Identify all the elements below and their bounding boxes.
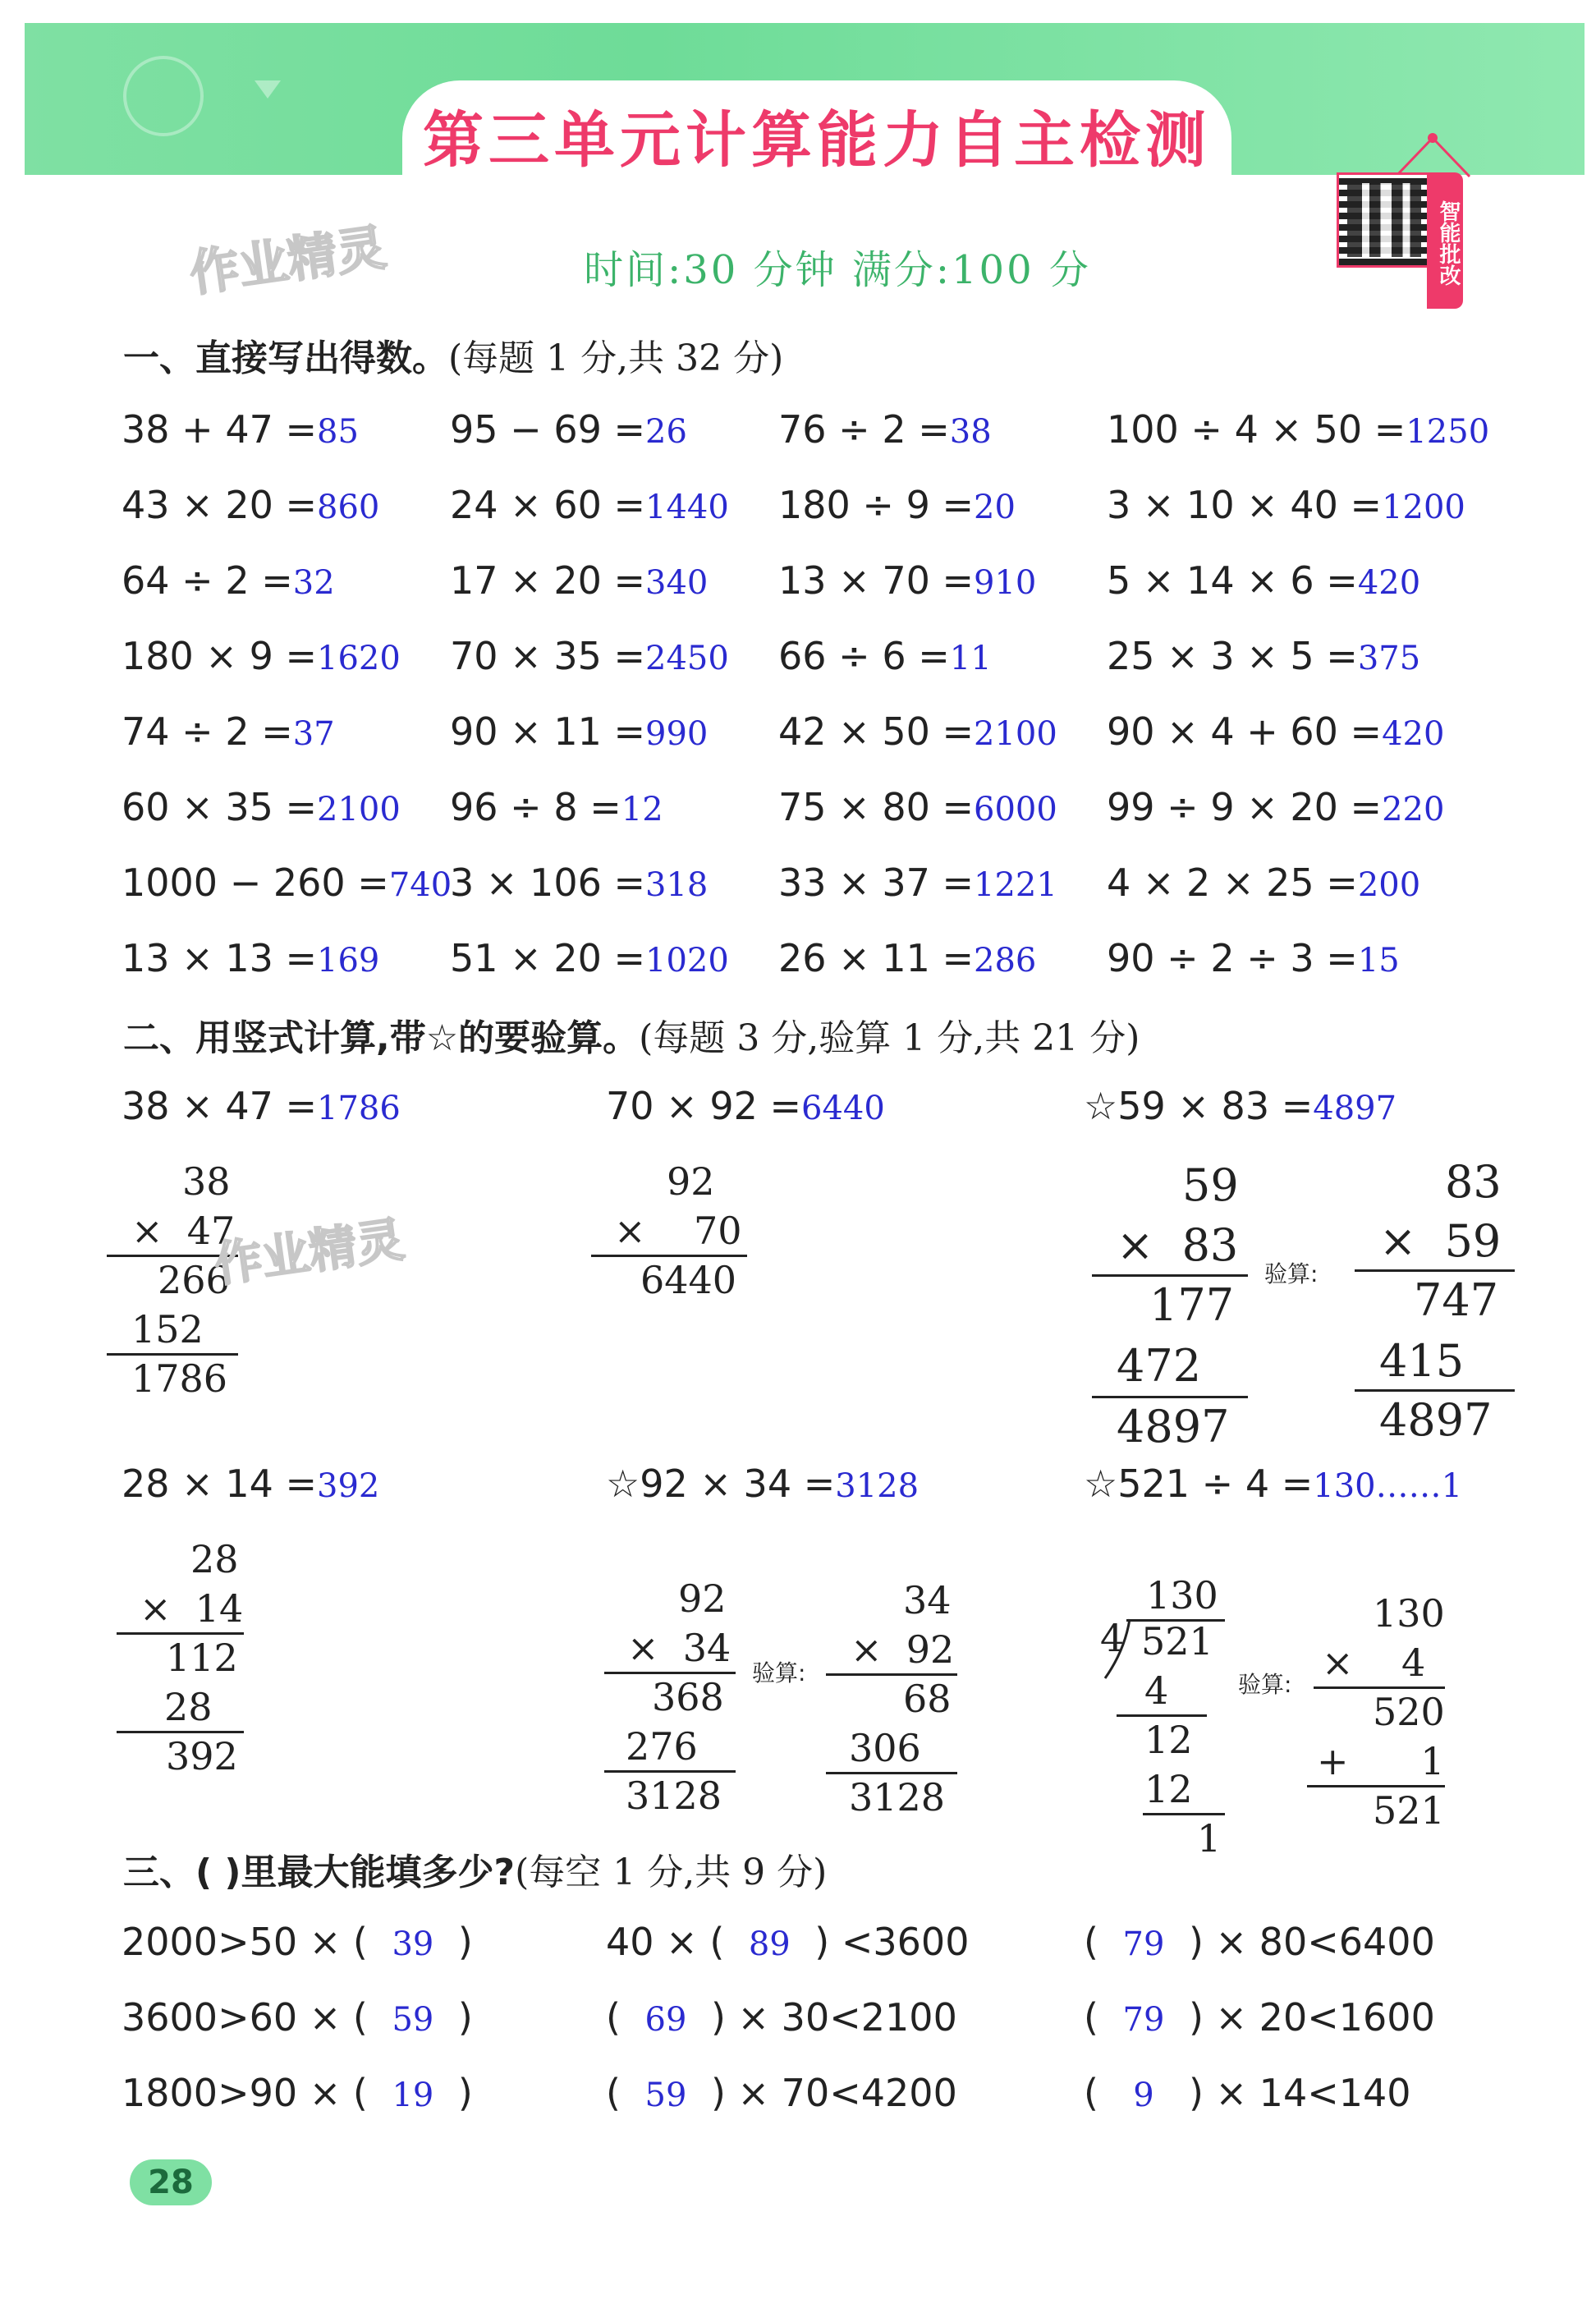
answer: 26 — [645, 413, 687, 451]
question: 25 × 3 × 5 = — [1107, 634, 1358, 678]
answer: 38 — [949, 413, 992, 451]
question: 38 + 47 = — [122, 407, 318, 452]
question: 96 ÷ 8 = — [450, 785, 621, 829]
oral-calc-item — [450, 860, 708, 905]
answer: 2100 — [317, 791, 401, 828]
check-label: 验算: — [1264, 1260, 1319, 1287]
answer: 11 — [949, 640, 992, 677]
answer: 318 — [645, 866, 709, 904]
problem-2: 70 × 92 =6440 — [606, 1084, 885, 1128]
answer: 860 — [317, 489, 380, 526]
oral-calc-item — [122, 709, 335, 754]
problem-6: ☆521 ÷ 4 =130……1 — [1084, 1462, 1463, 1506]
question: 4 × 2 × 25 = — [1107, 860, 1358, 905]
oral-calc-item — [122, 407, 359, 452]
answer: 375 — [1357, 640, 1421, 677]
answer: 1221 — [974, 866, 1057, 904]
answer: 286 — [974, 942, 1037, 980]
problem-3: ☆59 × 83 =4897 — [1084, 1084, 1397, 1128]
question: 51 × 20 = — [450, 936, 646, 980]
answer: 19 — [392, 2076, 434, 2114]
oral-calc-item — [778, 709, 1057, 754]
answer: 990 — [645, 715, 709, 753]
oral-calc-item — [122, 860, 452, 905]
question: 74 ÷ 2 = — [122, 709, 293, 754]
oral-calc-item — [122, 936, 379, 980]
fill-blank-item: ( 9 ) × 14<140 — [1084, 2071, 1411, 2115]
oral-calc-item — [450, 558, 708, 603]
oral-calc-item — [450, 483, 729, 527]
question: 100 ÷ 4 × 50 = — [1107, 407, 1406, 452]
fill-blank-item: 1800>90 × ( 19 ) — [122, 2071, 473, 2115]
oral-calc-item — [1107, 785, 1444, 829]
answer: 59 — [644, 2076, 687, 2114]
question: 33 × 37 = — [778, 860, 975, 905]
answer: 6000 — [974, 791, 1057, 828]
answer: 2100 — [974, 715, 1057, 753]
oral-calc-item — [122, 634, 401, 678]
answer: 9 — [1133, 2076, 1154, 2114]
oral-calc-item — [778, 785, 1057, 829]
oral-calc-item — [1107, 936, 1400, 980]
answer: 1020 — [645, 942, 729, 980]
answer: 910 — [974, 564, 1037, 602]
question: 90 ÷ 2 ÷ 3 = — [1107, 936, 1358, 980]
oral-calc-item — [450, 634, 729, 678]
oral-calc-item — [1107, 709, 1444, 754]
page-title: 第三单元计算能力自主检测 — [423, 105, 1211, 176]
qr-tag-label: 智能批改 — [1427, 172, 1463, 309]
answer: 169 — [317, 942, 380, 980]
question: 75 × 80 = — [778, 785, 975, 829]
qr-code-icon[interactable] — [1337, 172, 1432, 268]
decor-circle — [123, 56, 204, 136]
fill-blank-item: ( 79 ) × 80<6400 — [1084, 1920, 1435, 1964]
answer: 20 — [974, 489, 1016, 526]
oral-calc-item — [1107, 860, 1420, 905]
oral-calc-item — [450, 936, 729, 980]
oral-calc-item — [450, 785, 663, 829]
check-label-3: 验算: — [1238, 1671, 1292, 1698]
section3-heading: 三、( )里最大能填多少?(每空 1 分,共 9 分) — [123, 1852, 828, 1893]
question: 95 − 69 = — [450, 407, 646, 452]
oral-calc-item — [122, 785, 401, 829]
oral-calc-item — [1107, 558, 1420, 603]
oral-calc-item — [778, 407, 992, 452]
answer: 1200 — [1382, 489, 1465, 526]
answer: 200 — [1357, 866, 1421, 904]
question: 3 × 106 = — [450, 860, 646, 905]
time-score-info: 时间:30 分钟 满分:100 分 — [584, 247, 1091, 293]
answer: 1440 — [645, 489, 729, 526]
question: 90 × 11 = — [450, 709, 646, 754]
question: 24 × 60 = — [450, 483, 646, 527]
question: 90 × 4 + 60 = — [1107, 709, 1383, 754]
oral-calc-item — [778, 936, 1036, 980]
answer: 1620 — [317, 640, 401, 677]
question: 180 ÷ 9 = — [778, 483, 975, 527]
answer: 32 — [292, 564, 335, 602]
oral-calc-item — [1107, 634, 1420, 678]
page-number: 28 — [130, 2159, 212, 2205]
fill-blank-item: ( 69 ) × 30<2100 — [606, 1995, 957, 2040]
fill-blank-item: 2000>50 × ( 39 ) — [122, 1920, 473, 1964]
watermark: 作业精灵 — [186, 218, 390, 304]
problem-5: ☆92 × 34 =3128 — [606, 1462, 920, 1506]
oral-calc-item — [1107, 483, 1465, 527]
question: 60 × 35 = — [122, 785, 318, 829]
answer: 420 — [1357, 564, 1421, 602]
answer: 59 — [392, 2001, 434, 2039]
oral-calc-item — [122, 483, 379, 527]
question: 3 × 10 × 40 = — [1107, 483, 1383, 527]
answer: 2450 — [645, 640, 729, 677]
section1-heading: 一、直接写出得数。(每题 1 分,共 32 分) — [123, 337, 784, 379]
oral-calc-item — [1107, 407, 1489, 452]
oral-calc-item — [122, 558, 335, 603]
check-label-2: 验算: — [752, 1659, 806, 1686]
question: 99 ÷ 9 × 20 = — [1107, 785, 1383, 829]
answer: 69 — [644, 2001, 687, 2039]
question: 17 × 20 = — [450, 558, 646, 603]
oral-calc-item — [778, 860, 1057, 905]
fill-blank-item: ( 79 ) × 20<1600 — [1084, 1995, 1435, 2040]
question: 43 × 20 = — [122, 483, 318, 527]
answer: 740 — [388, 866, 452, 904]
question: 70 × 35 = — [450, 634, 646, 678]
answer: 340 — [645, 564, 709, 602]
answer: 39 — [392, 1925, 434, 1963]
oral-calc-item — [778, 483, 1016, 527]
question: 64 ÷ 2 = — [122, 558, 293, 603]
question: 26 × 11 = — [778, 936, 975, 980]
question: 66 ÷ 6 = — [778, 634, 950, 678]
watermark-2: 作业精灵 — [211, 1211, 408, 1293]
question: 13 × 70 = — [778, 558, 975, 603]
question: 13 × 13 = — [122, 936, 318, 980]
oral-calc-item — [778, 634, 992, 678]
question: 180 × 9 = — [122, 634, 318, 678]
fill-blank-item: ( 59 ) × 70<4200 — [606, 2071, 957, 2115]
answer: 37 — [292, 715, 335, 753]
answer: 85 — [317, 413, 359, 451]
problem-1: 38 × 47 =1786 — [122, 1084, 401, 1128]
answer: 420 — [1382, 715, 1445, 753]
answer: 79 — [1122, 1925, 1165, 1963]
question: 42 × 50 = — [778, 709, 975, 754]
decor-triangle — [255, 80, 281, 99]
question: 1000 − 260 = — [122, 860, 389, 905]
answer: 12 — [621, 791, 663, 828]
answer: 15 — [1357, 942, 1400, 980]
question: 5 × 14 × 6 = — [1107, 558, 1358, 603]
answer: 1250 — [1406, 413, 1490, 451]
fill-blank-item: 3600>60 × ( 59 ) — [122, 1995, 473, 2040]
problem-4: 28 × 14 =392 — [122, 1462, 380, 1506]
oral-calc-item — [450, 709, 708, 754]
answer: 79 — [1122, 2001, 1165, 2039]
section2-heading: 二、用竖式计算,带☆的要验算。(每题 3 分,验算 1 分,共 21 分) — [123, 1017, 1140, 1059]
question: 76 ÷ 2 = — [778, 407, 950, 452]
oral-calc-item — [778, 558, 1036, 603]
oral-calc-item — [450, 407, 687, 452]
fill-blank-item: 40 × ( 89 ) <3600 — [606, 1920, 970, 1964]
answer: 220 — [1382, 791, 1445, 828]
answer: 89 — [748, 1925, 791, 1963]
